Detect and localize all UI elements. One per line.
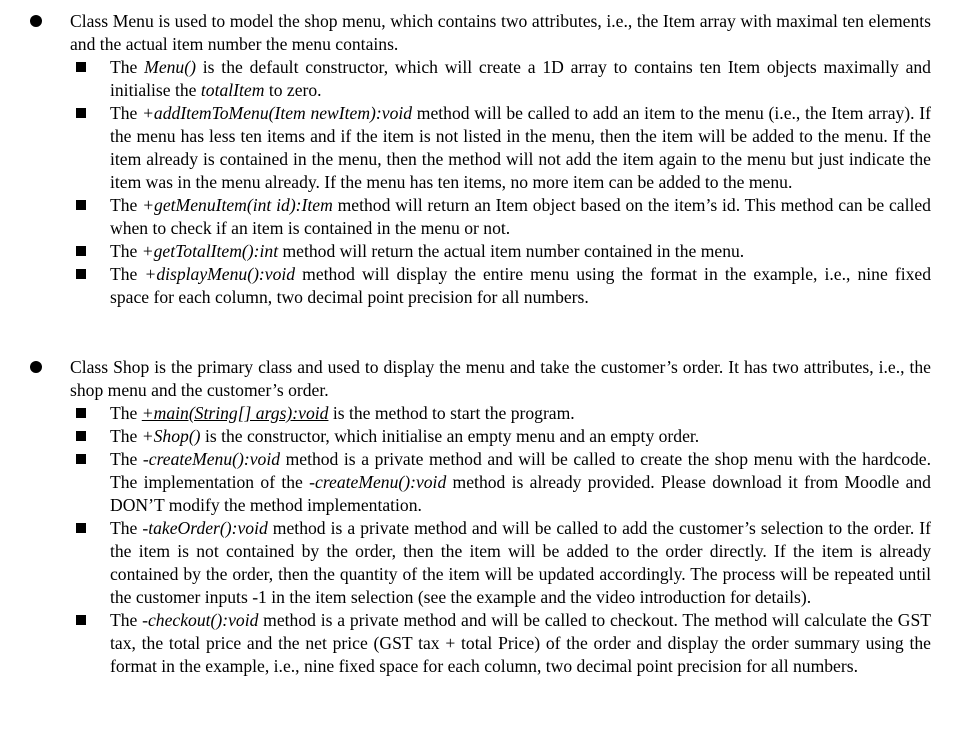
text: The [110,195,143,215]
method-signature: +getMenuItem(int id):Item [142,195,333,215]
shop-intro-text: Class Shop is the primary class and used to display the menu and take the customer’s order. It has two attributes, i.e., the shop menu and the customer’s order. [70,357,931,400]
menu-get-total-method [0,240,965,263]
text: method is already provided. Please download it from Moodle and DON’T modify the method implementation. [110,472,931,515]
menu-intro-text: Class Menu is used to model the shop menu, which contains two attributes, i.e., the Item array with maximal ten elements and the actual item number the menu contains. [70,11,931,54]
round-bullet-icon [30,15,42,27]
method-signature: -checkout():void [142,610,259,630]
text: The [110,57,145,77]
text: The [110,403,142,423]
square-bullet-icon [76,269,86,279]
text: The [110,241,142,261]
text: The [110,103,143,123]
text: The [110,610,143,630]
square-bullet-icon [76,431,86,441]
text: The [110,426,142,446]
square-bullet-icon [76,62,86,72]
text: The [110,449,143,469]
text: method is a private method and will be called to checkout. The method will calculate the GST tax, the total price and the net price (GST tax + total Price) of the order and display the order summary using the format in the example, i.e., nine fixed space for each column, two decimal point precision for all numbers. [110,610,931,676]
menu-class-intro [0,10,965,56]
shop-class-section [0,356,965,678]
text: method is a private method and will be called to create the shop menu with the hardcode. The implementation of the [110,449,931,492]
text: is the default constructor, which will create a 1D array to contains ten Item objects maximally and initialise the [110,57,931,100]
attribute-name: totalItem [200,80,265,100]
method-signature: -takeOrder():void [142,518,268,538]
square-bullet-icon [76,246,86,256]
menu-display-method [0,263,965,309]
square-bullet-icon [76,200,86,210]
method-signature: +Shop() [141,426,201,446]
shop-take-order-method [0,517,965,609]
shop-main-method [0,402,965,425]
text: method is a private method and will be called to add the customer’s selection to the order. If the item is not contained by the order, then the item will be added to the order directly. If the item is already contained by the order, then the quantity of the item will be updated accordingly. The process will be repeated until the customer inputs -1 in the item selection (see the example and the video introduction for details). [110,518,931,607]
square-bullet-icon [76,615,86,625]
menu-class-section [0,10,965,309]
square-bullet-icon [76,454,86,464]
menu-constructor-item [0,56,965,102]
text: method will be called to add an item to the menu (i.e., the Item array). If the menu has less ten items and if the item is not listed in the menu, then the item will be added to the menu. If the item already is contained in the menu, then the method will not add the item again to the menu but just indicate the item was in the menu already. If the menu has ten items, no more item can be added to the menu. [110,103,931,192]
text: The [110,518,143,538]
square-bullet-icon [76,523,86,533]
square-bullet-icon [76,108,86,118]
method-signature: +addItemToMenu(Item newItem):void [142,103,413,123]
method-signature: +main(String[] args):void [141,403,329,423]
method-signature: -createMenu():void [309,472,447,492]
method-signature: -createMenu():void [142,449,281,469]
menu-add-item-method [0,102,965,194]
text: method will display the entire menu using the format in the example, i.e., nine fixed space for each column, two decimal point precision for all numbers. [110,264,931,307]
text: The [110,264,145,284]
shop-class-intro [0,356,965,402]
method-signature: Menu() [144,57,196,77]
text: is the constructor, which initialise an empty menu and an empty order. [200,426,700,446]
method-signature: +displayMenu():void [144,264,296,284]
text: method will return the actual item number contained in the menu. [278,241,745,261]
text: method will return an Item object based on the item’s id. This method can be called when to check if an item is contained in the menu or not. [110,195,931,238]
round-bullet-icon [30,361,42,373]
text: is the method to start the program. [328,403,575,423]
shop-checkout-method [0,609,965,678]
shop-create-menu-method [0,448,965,517]
method-signature: +getTotalItem():int [141,241,279,261]
shop-constructor-item [0,425,965,448]
square-bullet-icon [76,408,86,418]
text: to zero. [264,80,322,100]
menu-get-item-method [0,194,965,240]
